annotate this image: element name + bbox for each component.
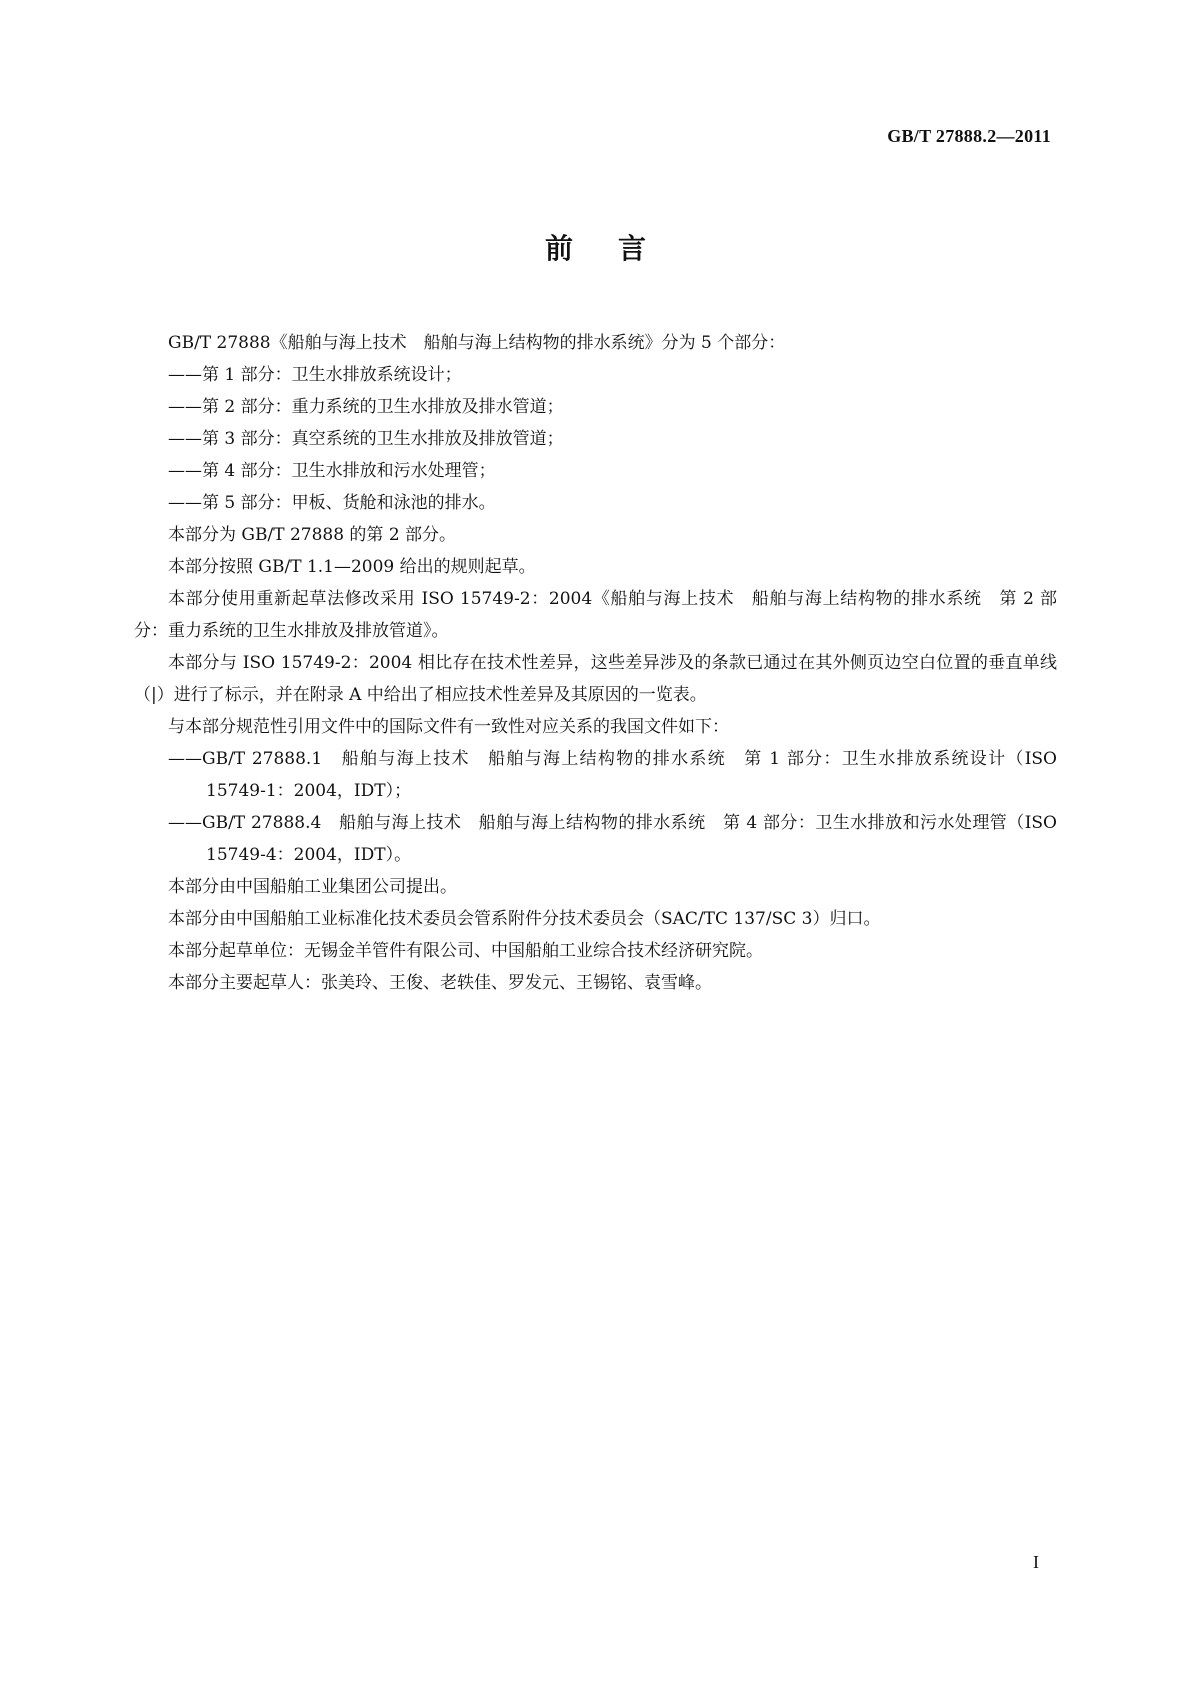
standard-number: GB/T 27888.2—2011 [887,126,1051,146]
intro-paragraph: GB/T 27888《船舶与海上技术 船舶与海上结构物的排水系统》分为 5 个部分： [168,333,786,353]
differences-paragraph: 本部分与 ISO 15749-2：2004 相比存在技术性差异，这些差异涉及的条款已通过在其外侧页边空白位置的垂直单线（|）进行了标示，并在附录 A 中给出了相应技术性差异及其原因的一览表。 [134,653,1057,705]
part-list-item: ——第 5 部分：甲板、货舱和泳池的排水。 [168,493,496,513]
redraft-paragraph: 本部分使用重新起草法修改采用 ISO 15749-2：2004《船舶与海上技术 船舶与海上结构物的排水系统 第 2 部分：重力系统的卫生水排放及排放管道》。 [134,589,1057,641]
document-body [134,327,1057,999]
references-intro-paragraph: 与本部分规范性引用文件中的国际文件有一致性对应关系的我国文件如下： [168,717,729,737]
centralized-by-paragraph: 本部分由中国船舶工业标准化技术委员会管系附件分技术委员会（SAC/TC 137/SC 3）归口。 [168,909,881,929]
proposed-by-paragraph: 本部分由中国船舶工业集团公司提出。 [168,877,457,897]
page-number: I [1033,1552,1039,1572]
part-list-item: ——第 3 部分：真空系统的卫生水排放及排放管道； [168,429,564,449]
part-of-paragraph: 本部分为 GB/T 27888 的第 2 部分。 [168,525,457,545]
drafting-units-paragraph: 本部分起草单位：无锡金羊管件有限公司、中国船舶工业综合技术经济研究院。 [168,941,763,961]
part-list-item: ——第 4 部分：卫生水排放和污水处理管； [168,461,496,481]
drafting-rules-paragraph: 本部分按照 GB/T 1.1—2009 给出的规则起草。 [168,557,536,577]
page-title: 前言 [544,232,691,265]
reference-list-item: ——GB/T 27888.1 船舶与海上技术 船舶与海上结构物的排水系统 第 1 部分：卫生水排放系统设计（ISO 15749-1：2004，IDT）； [168,749,1057,801]
part-list-item: ——第 2 部分：重力系统的卫生水排放及排水管道； [168,397,564,417]
reference-list-item: ——GB/T 27888.4 船舶与海上技术 船舶与海上结构物的排水系统 第 4 部分：卫生水排放和污水处理管（ISO 15749-4：2004，IDT）。 [168,813,1057,865]
part-list-item: ——第 1 部分：卫生水排放系统设计； [168,365,462,385]
drafters-paragraph: 本部分主要起草人：张美玲、王俊、老轶佳、罗发元、王锡铭、袁雪峰。 [168,973,712,993]
